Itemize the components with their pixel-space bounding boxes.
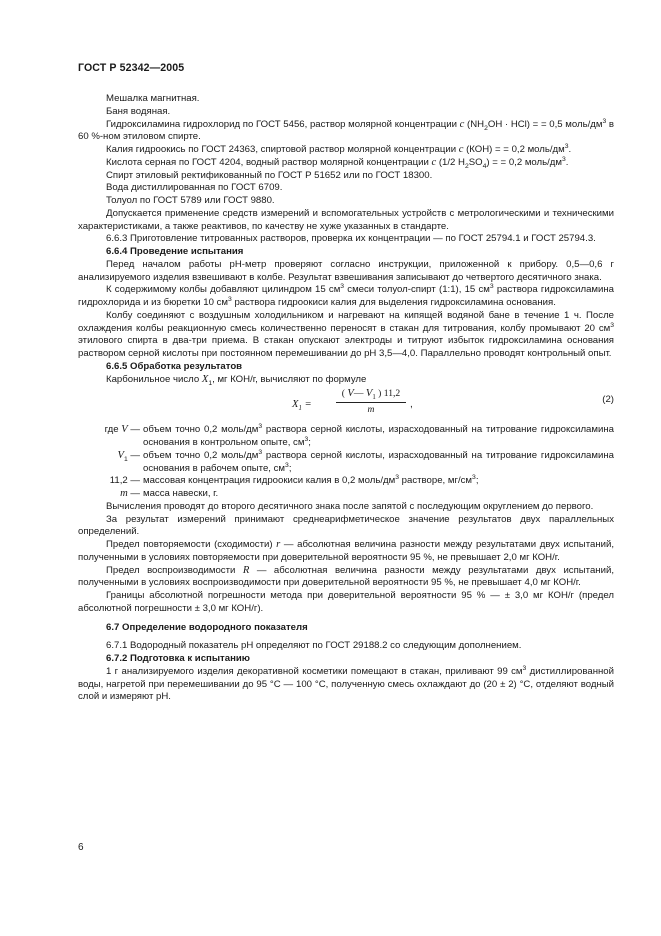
definition-text: массовая концентрация гидроокиси калия в 0,2 моль/$дм^3$ растворе, $мг/см^3$; <box>143 474 479 487</box>
text-paragraph: 1 г анализируемого изделия декоративной косметики помещают в стакан, приливают 99 $см^3$ дистиллированной воды, нагретой при перемешивании до 95 °С — 100 °С, полученную смесь охлаждают до (20 ± 2) °С, отделяют водный слой и измеряют pH. <box>78 664 615 703</box>
text-line: Калия гидроокись по ГОСТ 24363, спиртовой раствор молярной концентрации c (КОН) = = 0,2 моль/$дм^3$. <box>106 142 572 155</box>
definition-row <box>78 450 614 476</box>
document-header: ГОСТ Р 52342—2005 <box>78 62 185 74</box>
formula <box>78 388 614 422</box>
text-paragraph: Колбу соединяют с воздушным холодильником и нагревают на кипящей водяной бане в течение 1 ч. После охлаждения колбы реакционную смесь количественно переносят в стакан для титрования, колбу промывают 20 $см^3$ этилового спирта в два-три приема. В стакан опускают электроды и титруют избыток гидроксиламина основания раствором серной кислоты при постоянном перемешивании до pH 3,5—4,0. Параллельно проводят контрольный опыт. <box>78 309 614 359</box>
formula-numerator: ( V— $V_1$ ) 11,2 <box>336 388 406 403</box>
text-line: Вода дистиллированная по ГОСТ 6709. <box>106 182 283 194</box>
document-body <box>78 93 614 704</box>
text-paragraph: 6.6.3 Приготовление титрованных растворов, проверка их концентрации — по ГОСТ 25794.1 и ГОСТ 25794.3. <box>106 233 596 245</box>
definition-symbol: где V — <box>104 424 140 436</box>
text-paragraph: Допускается применение средств измерений и вспомогательных устройств с метрологическими и техническими характеристиками, а также реактивов, по качеству не хуже указанных в стандарте. <box>78 207 614 232</box>
formula-denominator: m <box>367 404 375 415</box>
definitions-list <box>78 424 614 501</box>
text-paragraph: 6.7.1 Водородный показатель pH определяют по ГОСТ 29188.2 со следующим дополнением. <box>106 640 522 652</box>
text-line: Баня водяная. <box>106 105 171 117</box>
definition-row <box>78 424 614 450</box>
page-number: 6 <box>78 842 84 853</box>
section-heading: 6.7.2 Подготовка к испытанию <box>106 653 250 664</box>
text-paragraph: Карбонильное число $X_1$, мг КОН/г, вычисляют по формуле <box>106 373 367 387</box>
definition-symbol: 11,2 — <box>109 475 140 487</box>
text-paragraph: Перед началом работы pH-метр проверяют согласно инструкции, приложенной к прибору. 0,5—0,6 г анализируемого изделия взвешивают в колбе. Результат взвешивания записывают до четвертого десятичного знака. <box>78 258 614 283</box>
text-paragraph: Вычисления проводят до второго десятичного знака после запятой с последующим округлением до первого. <box>106 500 594 512</box>
text-paragraph: За результат измерений принимают среднеарифметическое значение результатов двух параллельных определений. <box>78 513 614 538</box>
text-line: Мешалка магнитная. <box>106 93 200 104</box>
text-paragraph: Границы абсолютной погрешности метода при доверительной вероятности 95 % — ± 3,0 мг КОН/г (предел абсолютной погрешности ± 3,0 мг КОН/г). <box>78 590 614 614</box>
text-line: Гидроксиламина гидрохлорид по ГОСТ 5456, раствор молярной концентрации c $(NH_2OH \cdot HCl)$ = = 0,5 моль/$дм^3$ в 60 %-ном этиловом спирте. <box>78 117 615 143</box>
formula-lhs: $X_1$ = <box>292 399 312 413</box>
formula-number: (2) <box>602 394 614 406</box>
section-heading: 6.6.4 Проведение испытания <box>106 246 244 257</box>
formula-fraction <box>336 388 406 417</box>
text-line: Толуол по ГОСТ 5789 или ГОСТ 9880. <box>106 195 275 206</box>
definition-text: масса навески, г. <box>143 488 219 499</box>
formula-comma: , <box>410 399 413 411</box>
text-paragraph: Предел повторяемости (сходимости) r — абсолютная величина разности между результатами двух испытаний, полученными в условиях повторяемости при доверительной вероятности 95 %, не превышает 2,0 мг КОН/г. <box>78 539 614 563</box>
definition-row <box>78 488 614 501</box>
text-line: Спирт этиловый ректификованный по ГОСТ Р 51652 или по ГОСТ 18300. <box>106 169 433 181</box>
text-paragraph: Предел воспроизводимости R — абсолютная величина разности между результатами двух испытаний, полученными в условиях воспроизводимости при доверительной вероятности 95 %, не превышает 4,0 мг КОН/г. <box>78 564 614 589</box>
text-paragraph: К содержимому колбы добавляют цилиндром 15 $см^3$ смеси толуол-спирт (1:1), 15 $см^3$ раствора гидроксиламина гидрохлорида и из бюретки 10 $см^3$ раствора гидроокиси калия для выделения гидроксиламина основания. <box>78 283 614 308</box>
definition-row <box>78 475 614 488</box>
definition-symbol: $V_1$ — <box>117 449 140 463</box>
section-heading: 6.7 Определение водородного показателя <box>106 621 308 633</box>
section-heading: 6.6.5 Обработка результатов <box>106 360 243 372</box>
definition-symbol: m — <box>120 488 140 499</box>
definition-text: объем точно 0,2 моль/$дм^3$ раствора серной кислоты, израсходованный на титрование гидроксиламина основания в рабочем опыте, $см^3$; <box>143 448 614 474</box>
definition-text: объем точно 0,2 моль/$дм^3$ раствора серной кислоты, израсходованный на титрование гидроксиламина основания в контрольном опыте, $см^3$; <box>143 423 614 448</box>
text-line: Кислота серная по ГОСТ 4204, водный раствор молярной концентрации c (1/2 $H_2SO_4$) = = 0,2 моль/$дм^3$. <box>106 155 569 170</box>
